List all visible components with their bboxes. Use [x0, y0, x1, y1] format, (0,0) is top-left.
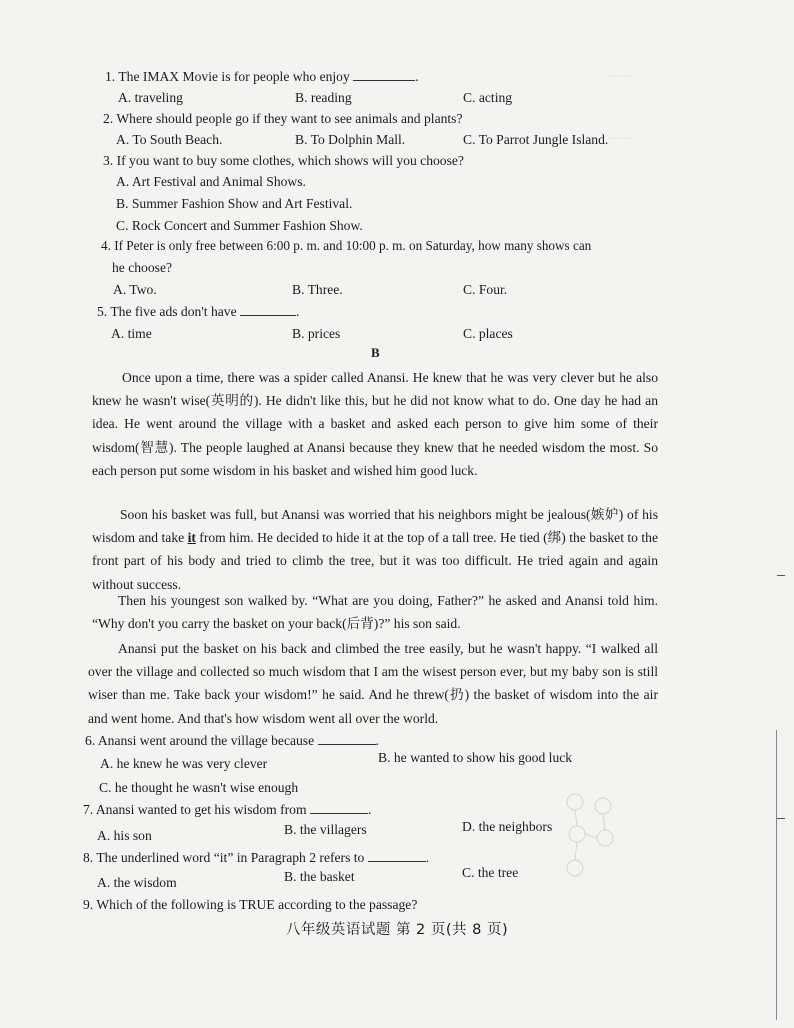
q5-option-a: A. time [111, 326, 152, 341]
passage-paragraph-1: Once upon a time, there was a spider called Anansi. He knew that he was very clever but he also knew he wasn't wise(英明的). He didn't like this, but he did not know what to do. One day he had an idea. He went around the village with a basket and asked each person to give him some of their wisdom(智慧). The people laughed at Anansi because they knew that he needed wisdom the most. So each person put some wisdom in his basket and wished him good luck. [92, 370, 658, 478]
question-9-stem: 9. Which of the following is TRUE according to the passage? [83, 897, 418, 912]
q6-option-a: A. he knew he was very clever [100, 756, 268, 771]
q2-option-b: B. To Dolphin Mall. [295, 132, 406, 147]
q2-option-c: C. To Parrot Jungle Island. [463, 132, 609, 147]
q8-option-b: B. the basket [284, 869, 355, 884]
q8-option-a: A. the wisdom [97, 875, 177, 890]
q6-option-b: B. he wanted to show his good luck [378, 750, 573, 765]
q4-option-b: B. Three. [292, 282, 343, 297]
question-7-stem: 7. Anansi wanted to get his wisdom from . [83, 802, 372, 817]
passage-paragraph-3: Then his youngest son walked by. “What are you doing, Father?” he asked and Anansi told him. “Why don't you carry the basket on your back(后背)?” his son said. [92, 593, 658, 632]
q7-option-b: B. the villagers [284, 822, 367, 837]
question-2-stem: 2. Where should people go if they want to see animals and plants? [103, 111, 463, 126]
passage-paragraph-4: Anansi put the basket on his back and climbed the tree easily, but he wasn't happy. “I walked all over the village and collected so much wisdom that I am the wisest person ever, but my baby son is still wiser than me. Take back your wisdom!” he said. And he threw(扔) the basket of wisdom into the air and went home. And that's how wisdom went all over the world. [88, 641, 658, 726]
q4-option-a: A. Two. [113, 282, 157, 297]
bleed-through-text: ........ [608, 128, 632, 142]
answer-blank [310, 801, 368, 814]
question-3-stem: 3. If you want to buy some clothes, which shows will you choose? [103, 153, 464, 168]
question-6-stem: 6. Anansi went around the village because . [85, 733, 379, 748]
answer-blank [318, 732, 376, 745]
bleed-through-text: ........ [608, 66, 632, 80]
q6-option-c: C. he thought he wasn't wise enough [99, 780, 299, 795]
question-8-stem: 8. The underlined word “it” in Paragraph 2 refers to . [83, 850, 430, 865]
q4-option-c: C. Four. [463, 282, 508, 297]
q5-option-b: B. prices [292, 326, 341, 341]
q3-option-a: A. Art Festival and Animal Shows. [116, 174, 306, 189]
passage-paragraph-2: Soon his basket was full, but Anansi was worried that his neighbors might be jealous(嫉妒) of his wisdom and take it from him. He decided to hide it at the top of a tall tree. He tied (绑) the basket to the front part of his body and tried to climb the tree, but it was too difficult. He tried again and again without success. [92, 507, 658, 592]
question-4-stem: 4. If Peter is only free between 6:00 p. m. and 10:00 p. m. on Saturday, how many shows can [101, 238, 592, 253]
margin-rule [776, 730, 777, 1020]
q1-option-b: B. reading [295, 90, 352, 105]
q3-option-b: B. Summer Fashion Show and Art Festival. [116, 196, 353, 211]
question-4-stem-cont: he choose? [112, 260, 173, 275]
question-1-stem: 1. The IMAX Movie is for people who enjoy . [105, 69, 419, 84]
margin-tick [777, 575, 785, 576]
margin-tick [777, 818, 785, 819]
q7-option-d: D. the neighbors [462, 819, 553, 834]
q8-option-c: C. the tree [462, 865, 519, 880]
bleed-through-diagram [545, 790, 625, 880]
question-5-stem: 5. The five ads don't have . [97, 304, 300, 319]
q1-option-a: A. traveling [118, 90, 183, 105]
section-heading: B [371, 345, 380, 360]
q7-option-a: A. his son [97, 828, 152, 843]
q1-option-c: C. acting [463, 90, 513, 105]
answer-blank [353, 68, 415, 81]
q2-option-a: A. To South Beach. [116, 132, 223, 147]
q5-option-c: C. places [463, 326, 513, 341]
page-footer: 八年级英语试题 第 2 页(共 8 页) [285, 922, 509, 938]
answer-blank [368, 849, 426, 862]
q3-option-c: C. Rock Concert and Summer Fashion Show. [116, 218, 363, 233]
underlined-word-it: it [187, 530, 196, 546]
answer-blank [240, 303, 296, 316]
